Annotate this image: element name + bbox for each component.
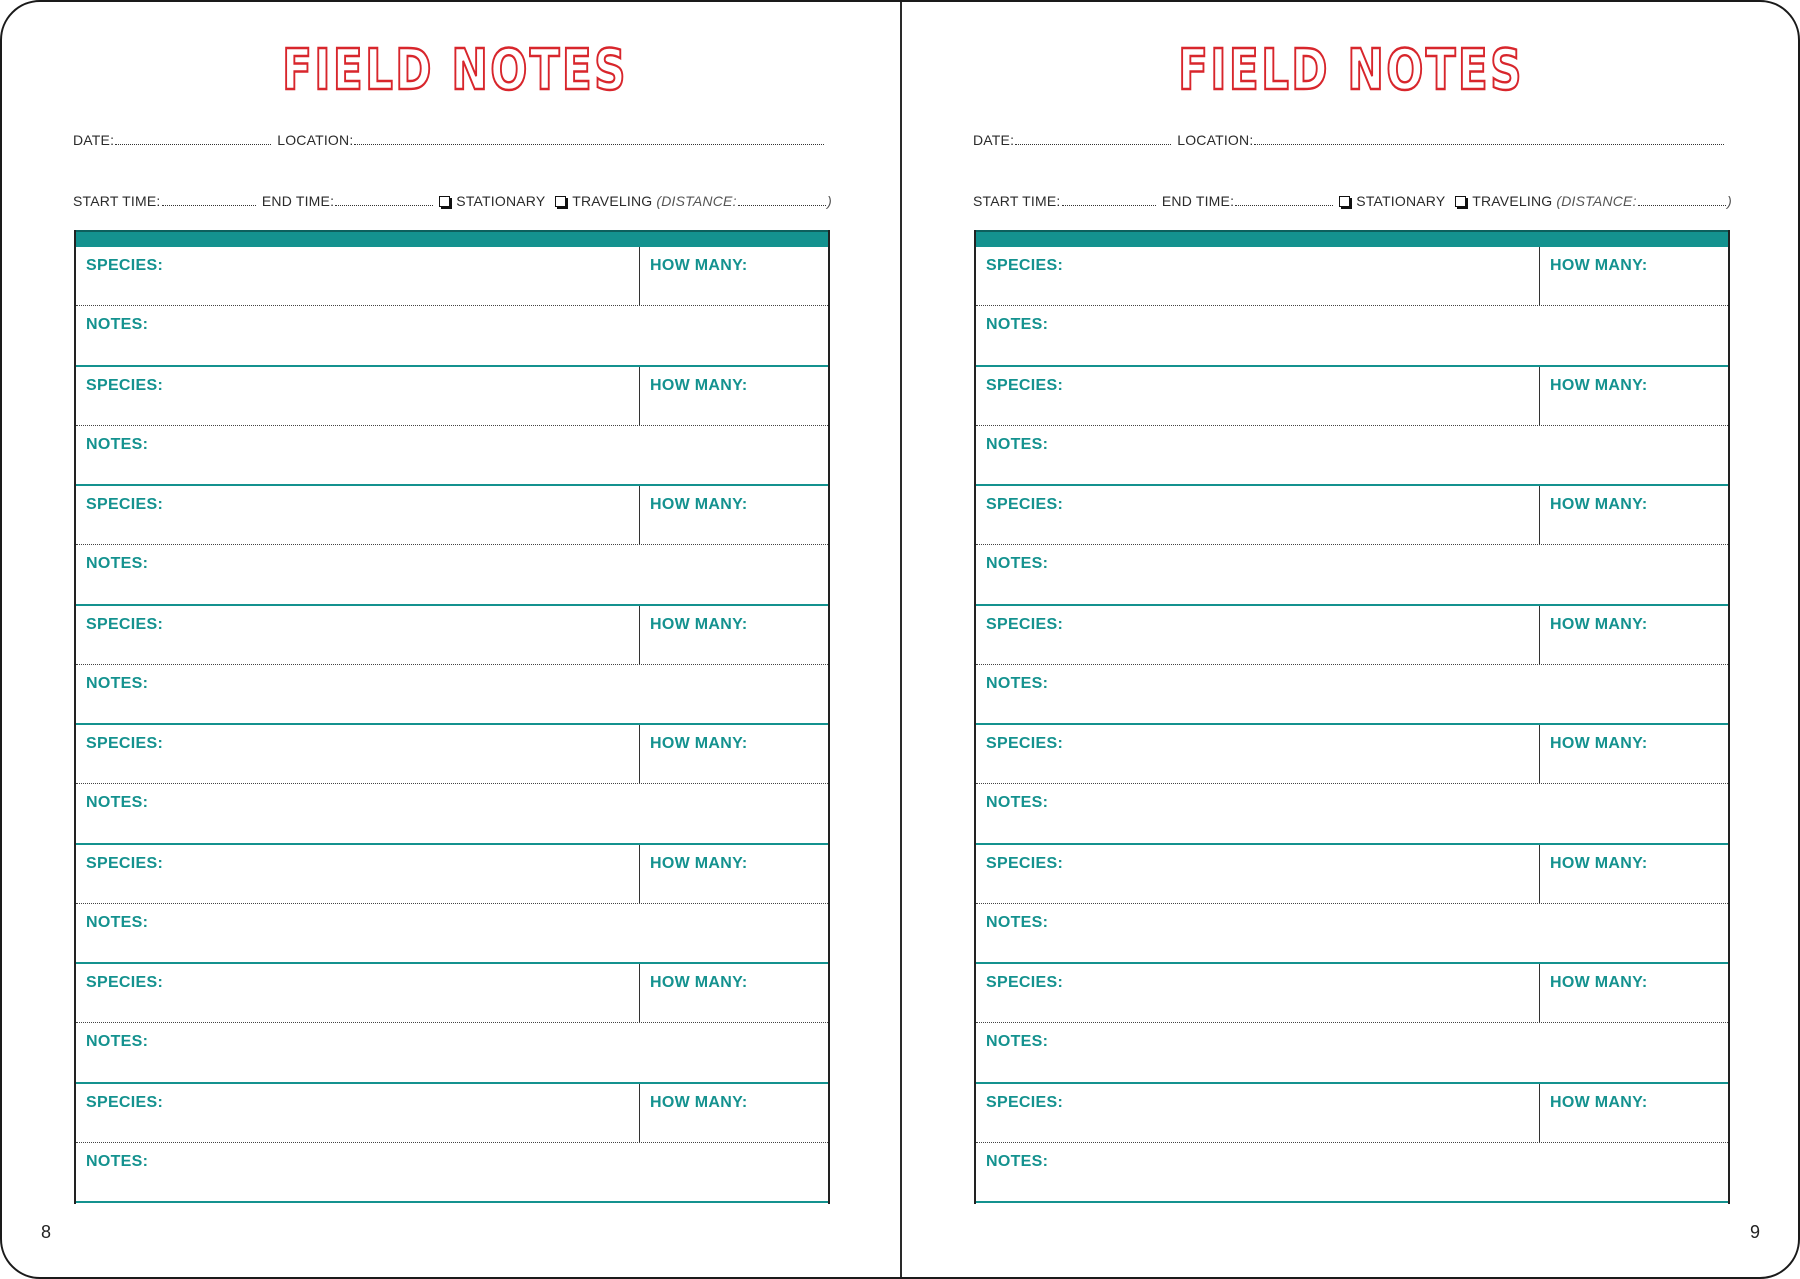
sighting-entry [76,606,828,726]
end-time-label: END TIME: [1161,193,1235,209]
species-label: SPECIES: [986,735,1064,752]
notes-label: NOTES: [86,913,149,931]
end-time-field[interactable] [335,204,433,206]
how-many-label: HOW MANY: [650,376,748,394]
how-many-field[interactable] [1540,725,1728,783]
sighting-entry [76,367,828,487]
how-many-field[interactable] [640,1084,828,1142]
notes-label: NOTES: [86,435,149,453]
date-field[interactable] [115,143,271,145]
how-many-label: HOW MANY: [650,974,748,991]
location-label: LOCATION: [1177,132,1254,148]
notes-field[interactable] [976,665,1728,723]
how-many-label: HOW MANY: [650,854,748,872]
notes-label: NOTES: [86,316,149,333]
species-row [976,1084,1728,1143]
right-page [902,2,1800,1277]
species-field[interactable] [976,845,1540,903]
time-row [973,193,1732,209]
species-label: SPECIES: [986,854,1064,872]
species-field[interactable] [976,725,1540,783]
how-many-field[interactable] [640,725,828,783]
sighting-entry [976,486,1728,606]
table-header-bar [76,230,828,247]
how-many-label: HOW MANY: [650,496,748,513]
start-time-label: START TIME: [73,193,161,209]
species-field[interactable] [76,486,640,544]
species-field[interactable] [76,725,640,783]
date-label: DATE: [73,132,115,148]
notes-label: NOTES: [86,1033,149,1050]
how-many-label: HOW MANY: [1550,615,1648,633]
species-row [976,964,1728,1023]
how-many-field[interactable] [640,964,828,1022]
species-row [76,1084,828,1143]
traveling-checkbox[interactable] [1455,196,1466,207]
sighting-entry [76,964,828,1084]
species-label: SPECIES: [86,1093,164,1111]
notes-label: NOTES: [986,555,1049,572]
sightings-table [74,230,830,1204]
notes-label: NOTES: [86,794,149,811]
notes-label: NOTES: [86,555,149,572]
date-field[interactable] [1015,143,1171,145]
notes-field[interactable] [976,306,1728,364]
traveling-label: TRAVELING [572,193,653,209]
species-row [976,247,1728,306]
species-field[interactable] [76,247,640,305]
distance-close: ) [827,193,832,209]
species-label: SPECIES: [86,974,164,991]
species-label: SPECIES: [86,735,164,752]
sighting-entry [76,725,828,845]
notes-field[interactable] [976,1023,1728,1081]
sightings-table [974,230,1730,1204]
distance-label: (DISTANCE: [1556,193,1637,209]
notes-label: NOTES: [986,913,1049,931]
species-label: SPECIES: [986,974,1064,991]
page-title: FIELD NOTES [1178,38,1524,103]
location-label: LOCATION: [277,132,354,148]
distance-close: ) [1727,193,1732,209]
species-row [976,367,1728,426]
species-label: SPECIES: [86,376,164,394]
species-field[interactable] [76,606,640,664]
species-row [76,845,828,904]
distance-label: (DISTANCE: [656,193,737,209]
sighting-entry [76,845,828,965]
location-field[interactable] [354,143,824,145]
notes-field[interactable] [976,784,1728,842]
start-time-field[interactable] [1062,204,1156,206]
species-field[interactable] [76,367,640,425]
notes-field[interactable] [76,426,828,484]
how-many-field[interactable] [1540,964,1728,1022]
sighting-entry [76,486,828,606]
how-many-label: HOW MANY: [650,257,748,274]
start-time-label: START TIME: [973,193,1061,209]
species-label: SPECIES: [986,257,1064,274]
how-many-label: HOW MANY: [1550,376,1648,394]
notes-field[interactable] [76,784,828,842]
how-many-label: HOW MANY: [650,615,748,633]
how-many-field[interactable] [1540,845,1728,903]
how-many-label: HOW MANY: [650,1093,748,1111]
traveling-label: TRAVELING [1472,193,1553,209]
species-field[interactable] [976,1084,1540,1142]
notes-label: NOTES: [986,435,1049,453]
species-row [976,725,1728,784]
how-many-label: HOW MANY: [1550,974,1648,991]
notes-label: NOTES: [86,674,149,692]
notes-field[interactable] [76,545,828,603]
species-field[interactable] [976,247,1540,305]
how-many-label: HOW MANY: [650,735,748,752]
species-row [76,247,828,306]
species-field[interactable] [976,486,1540,544]
species-field[interactable] [976,367,1540,425]
entries-left [76,247,828,1203]
how-many-field[interactable] [1540,247,1728,305]
notes-label: NOTES: [86,1152,149,1170]
table-header-bar [976,230,1728,247]
stationary-label: STATIONARY [456,193,546,209]
how-many-field[interactable] [640,845,828,903]
notes-label: NOTES: [986,1152,1049,1170]
species-row [76,606,828,665]
sighting-entry [76,1084,828,1204]
species-row [76,725,828,784]
species-label: SPECIES: [986,496,1064,513]
how-many-field[interactable] [1540,486,1728,544]
sighting-entry [976,964,1728,1084]
left-page [2,2,900,1277]
species-row [76,486,828,545]
species-row [976,845,1728,904]
notes-field[interactable] [976,1143,1728,1201]
end-time-label: END TIME: [261,193,335,209]
species-row [76,367,828,426]
species-label: SPECIES: [86,496,164,513]
species-label: SPECIES: [86,615,164,633]
notes-field[interactable] [76,1023,828,1081]
notes-field[interactable] [76,665,828,723]
how-many-label: HOW MANY: [1550,257,1648,274]
distance-field[interactable] [1638,204,1726,206]
how-many-label: HOW MANY: [1550,1093,1648,1111]
date-location-row [973,132,1732,148]
species-row [976,486,1728,545]
species-field[interactable] [976,964,1540,1022]
sighting-entry [976,367,1728,487]
species-label: SPECIES: [86,257,164,274]
species-field[interactable] [976,606,1540,664]
how-many-label: HOW MANY: [1550,854,1648,872]
species-row [976,606,1728,665]
notes-field[interactable] [76,904,828,962]
stationary-checkbox[interactable] [439,196,450,207]
species-field[interactable] [76,845,640,903]
sighting-entry [976,725,1728,845]
notes-label: NOTES: [986,1033,1049,1050]
how-many-field[interactable] [1540,1084,1728,1142]
notes-label: NOTES: [986,794,1049,811]
how-many-field[interactable] [640,606,828,664]
date-location-row [73,132,832,148]
species-label: SPECIES: [986,615,1064,633]
species-row [76,964,828,1023]
stationary-label: STATIONARY [1356,193,1446,209]
page-number: 9 [1750,1222,1761,1242]
page-number: 8 [41,1222,52,1242]
start-time-field[interactable] [162,204,256,206]
species-label: SPECIES: [986,376,1064,394]
how-many-field[interactable] [640,367,828,425]
species-field[interactable] [76,964,640,1022]
notes-label: NOTES: [986,316,1049,333]
time-row [73,193,832,209]
how-many-field[interactable] [640,486,828,544]
stationary-checkbox[interactable] [1339,196,1350,207]
species-label: SPECIES: [86,854,164,872]
notes-label: NOTES: [986,674,1049,692]
sighting-entry [976,1084,1728,1204]
date-label: DATE: [973,132,1015,148]
traveling-checkbox[interactable] [555,196,566,207]
sighting-entry [976,247,1728,367]
sighting-entry [76,247,828,367]
notes-field[interactable] [976,545,1728,603]
location-field[interactable] [1254,143,1724,145]
notes-field[interactable] [976,426,1728,484]
sighting-entry [976,606,1728,726]
page-title: FIELD NOTES [282,38,628,103]
notes-field[interactable] [76,306,828,364]
how-many-field[interactable] [1540,367,1728,425]
entries-right [976,247,1728,1203]
species-label: SPECIES: [986,1093,1064,1111]
how-many-label: HOW MANY: [1550,496,1648,513]
end-time-field[interactable] [1235,204,1333,206]
notes-field[interactable] [976,904,1728,962]
how-many-field[interactable] [640,247,828,305]
how-many-label: HOW MANY: [1550,735,1648,752]
notes-field[interactable] [76,1143,828,1201]
species-field[interactable] [76,1084,640,1142]
distance-field[interactable] [738,204,826,206]
sighting-entry [976,845,1728,965]
how-many-field[interactable] [1540,606,1728,664]
